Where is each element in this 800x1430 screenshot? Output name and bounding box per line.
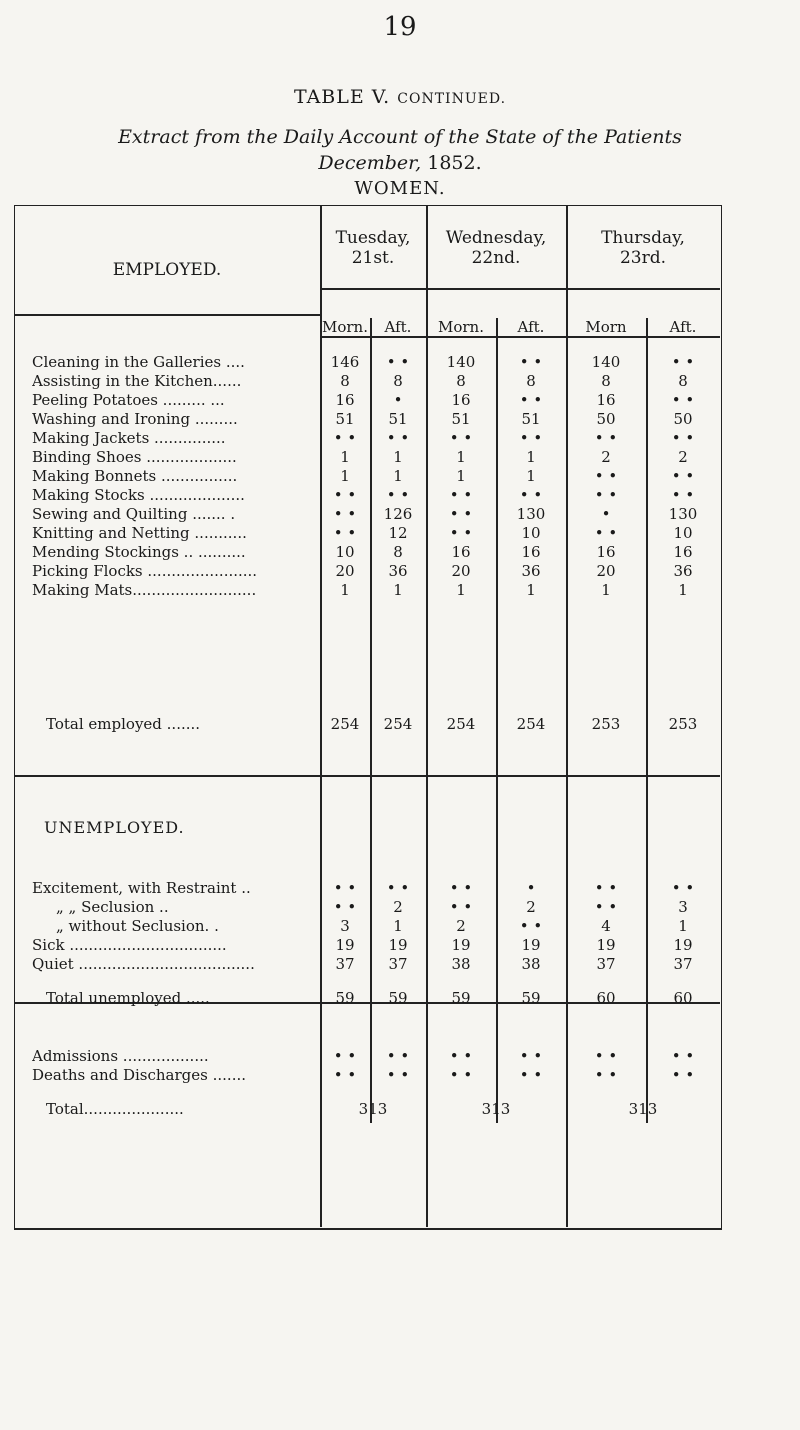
header-rule [320, 288, 720, 290]
total-unemployed-value: 60 [596, 989, 616, 1007]
unemployed-row-value: 19 [673, 936, 693, 954]
unemployed-row-value: 37 [596, 955, 616, 973]
employed-row-value: 51 [521, 410, 541, 428]
movement-row-label: Deaths and Discharges ....... [32, 1067, 246, 1083]
employed-row-label: Cleaning in the Galleries .... [32, 354, 245, 370]
subcol-wed-morn: Morn. [438, 318, 484, 336]
subtitle-line-1: Extract from the Daily Account of the State of the Patients [118, 126, 682, 148]
employed-row-value: • • [449, 486, 473, 504]
unemployed-row-label: „ without Seclusion. . [56, 918, 219, 934]
employed-row-value: 8 [456, 372, 466, 390]
employed-row-value: 16 [596, 391, 616, 409]
total-employed-value: 253 [668, 715, 698, 733]
employed-row-value: 16 [673, 543, 693, 561]
total-employed-value: 254 [446, 715, 476, 733]
unemployed-row-label: Excitement, with Restraint .. [32, 880, 251, 896]
employed-row-value: 20 [451, 562, 471, 580]
col-rule-sub [496, 318, 498, 1123]
employed-row-value: 1 [526, 581, 536, 599]
movement-row-value: • • [333, 1066, 357, 1084]
subcol-tue-morn: Morn. [322, 318, 368, 336]
employed-row-label: Making Mats.......................... [32, 582, 257, 598]
table-title [0, 86, 800, 108]
employed-heading: EMPLOYED. [112, 260, 222, 280]
employed-row-value: 1 [526, 448, 536, 466]
employed-row-label: Making Bonnets ................ [32, 468, 238, 484]
unemployed-row-value: 37 [673, 955, 693, 973]
employed-row-value: • • [671, 353, 695, 371]
unemployed-row-value: • [526, 879, 536, 897]
subtitle-year: 1852. [427, 152, 482, 174]
employed-row-value: 1 [601, 581, 611, 599]
unemployed-row-value: 2 [526, 898, 536, 916]
employed-row-value: 8 [526, 372, 536, 390]
employed-row-value: 51 [388, 410, 408, 428]
unemployed-row-value: 37 [335, 955, 355, 973]
unemployed-row-value: 38 [521, 955, 541, 973]
employed-row-value: 36 [388, 562, 408, 580]
employed-row-value: • • [671, 486, 695, 504]
employed-row-value: 1 [526, 467, 536, 485]
employed-row-value: 8 [340, 372, 350, 390]
employed-row-value: 51 [451, 410, 471, 428]
employed-row-value: 1 [456, 467, 466, 485]
col-rule-sub [646, 318, 648, 1123]
employed-row-value: 20 [335, 562, 355, 580]
employed-row-value: 140 [446, 353, 476, 371]
unemployed-row-value: • • [671, 879, 695, 897]
total-employed-value: 254 [516, 715, 546, 733]
total-unemployed-value: 60 [673, 989, 693, 1007]
movement-row-value: • • [519, 1047, 543, 1065]
section-name: WOMEN. [354, 178, 446, 199]
employed-row-label: Mending Stockings .. .......... [32, 544, 246, 560]
employed-row-value: 2 [678, 448, 688, 466]
employed-row-value: 1 [393, 448, 403, 466]
employed-row-value: 8 [393, 543, 403, 561]
subcol-thu-morn: Morn [585, 318, 627, 336]
unemployed-row-value: 37 [388, 955, 408, 973]
employed-row-value: 10 [335, 543, 355, 561]
employed-row-value: • • [671, 467, 695, 485]
table-title-main: TABLE V. [293, 86, 391, 108]
employed-row-value: • • [671, 391, 695, 409]
employed-row-value: 50 [596, 410, 616, 428]
employed-row-label: Making Stocks .................... [32, 487, 245, 503]
day-name: Wednesday, [445, 228, 547, 248]
day-header-tuesday [320, 228, 426, 268]
col-rule-sub [370, 318, 372, 1123]
movement-row-value: • • [671, 1066, 695, 1084]
employed-row-value: • [393, 391, 403, 409]
employed-row-value: 1 [456, 448, 466, 466]
employed-row-value: 1 [340, 448, 350, 466]
col-rule-label-bottom [320, 1002, 322, 1227]
unemployed-row-label: Sick ................................. [32, 937, 227, 953]
employed-row-value: 20 [596, 562, 616, 580]
employed-row-value: 8 [678, 372, 688, 390]
unemployed-row-value: 3 [340, 917, 350, 935]
unemployed-row-value: • • [594, 898, 618, 916]
total-employed-label: Total employed ....... [46, 716, 201, 732]
day-name: Tuesday, [335, 228, 411, 248]
day-name: Thursday, [601, 228, 685, 248]
employed-row-label: Assisting in the Kitchen...... [32, 373, 242, 389]
employed-row-value: 2 [601, 448, 611, 466]
employed-row-value: • • [333, 429, 357, 447]
employed-row-value: 16 [596, 543, 616, 561]
unemployed-row-value: • • [386, 879, 410, 897]
employed-row-value: 12 [388, 524, 408, 542]
movement-row-value: • • [594, 1047, 618, 1065]
employed-row-label: Sewing and Quilting ....... . [32, 506, 236, 522]
employed-row-value: • • [449, 524, 473, 542]
unemployed-row-value: 4 [601, 917, 611, 935]
subcol-thu-aft: Aft. [669, 318, 697, 336]
total-unemployed-value: 59 [335, 989, 355, 1007]
day-date: 23rd. [619, 248, 667, 268]
total-employed-value: 253 [591, 715, 621, 733]
employed-row-value: • [601, 505, 611, 523]
total-employed-value: 254 [383, 715, 413, 733]
subcol-wed-aft: Aft. [517, 318, 545, 336]
total-unemployed-value: 59 [521, 989, 541, 1007]
employed-row-value: 1 [393, 581, 403, 599]
unemployed-heading: UNEMPLOYED. [44, 818, 185, 837]
unemployed-row-value: 2 [456, 917, 466, 935]
employed-row-value: 16 [451, 391, 471, 409]
subtitle [0, 124, 800, 176]
movement-row-value: • • [594, 1066, 618, 1084]
total-unemployed-label: Total unemployed ..... [46, 990, 210, 1006]
employed-row-label: Picking Flocks ....................... [32, 563, 258, 579]
employed-row-value: • • [594, 429, 618, 447]
employed-row-value: • • [386, 486, 410, 504]
unemployed-row-value: 19 [335, 936, 355, 954]
section-rule-employed [14, 775, 720, 777]
employed-row-value: 126 [383, 505, 413, 523]
employed-row-value: 50 [673, 410, 693, 428]
day-header-wednesday [426, 228, 566, 268]
employed-row-value: 140 [591, 353, 621, 371]
movement-row-value: • • [519, 1066, 543, 1084]
day-date: 22nd. [471, 248, 521, 268]
grand-total-value: 313 [481, 1100, 511, 1118]
movement-row-label: Admissions .................. [32, 1048, 209, 1064]
employed-row-value: • • [594, 486, 618, 504]
employed-row-value: 1 [456, 581, 466, 599]
movement-row-value: • • [386, 1066, 410, 1084]
unemployed-row-value: 19 [521, 936, 541, 954]
employed-row-value: • • [333, 505, 357, 523]
unemployed-row-value: • • [449, 879, 473, 897]
employed-row-value: 51 [335, 410, 355, 428]
unemployed-row-value: • • [519, 917, 543, 935]
employed-row-value: 8 [393, 372, 403, 390]
employed-row-value: 1 [393, 467, 403, 485]
unemployed-row-value: 3 [678, 898, 688, 916]
subtitle-line-2 [0, 150, 800, 176]
grand-total-value: 313 [628, 1100, 658, 1118]
grand-total-value: 313 [358, 1100, 388, 1118]
employed-row-value: • • [671, 429, 695, 447]
employed-row-value: 36 [673, 562, 693, 580]
total-employed-value: 254 [330, 715, 360, 733]
employed-row-value: 130 [516, 505, 546, 523]
employed-row-label: Knitting and Netting ........... [32, 525, 247, 541]
total-unemployed-value: 59 [388, 989, 408, 1007]
movement-row-value: • • [449, 1047, 473, 1065]
employed-row-label: Washing and Ironing ......... [32, 411, 238, 427]
unemployed-row-value: 2 [393, 898, 403, 916]
employed-row-value: 10 [673, 524, 693, 542]
employed-row-label: Peeling Potatoes ......... ... [32, 392, 225, 408]
employed-row-value: 146 [330, 353, 360, 371]
employed-row-value: • • [333, 524, 357, 542]
label-header-rule [14, 314, 320, 316]
employed-row-value: • • [519, 486, 543, 504]
employed-row-value: • • [594, 467, 618, 485]
unemployed-row-value: 38 [451, 955, 471, 973]
employed-row-value: 16 [521, 543, 541, 561]
employed-row-value: • • [333, 486, 357, 504]
col-rule-label-top [320, 205, 322, 775]
total-unemployed-value: 59 [451, 989, 471, 1007]
employed-row-value: 130 [668, 505, 698, 523]
unemployed-row-value: • • [594, 879, 618, 897]
movement-row-value: • • [671, 1047, 695, 1065]
unemployed-row-label: „ „ Seclusion .. [56, 899, 169, 915]
employed-row-label: Binding Shoes ................... [32, 449, 237, 465]
unemployed-row-value: 19 [596, 936, 616, 954]
movement-row-value: • • [386, 1047, 410, 1065]
unemployed-row-value: 1 [678, 917, 688, 935]
employed-row-value: • • [594, 524, 618, 542]
unemployed-row-value: 19 [388, 936, 408, 954]
employed-row-value: • • [519, 353, 543, 371]
unemployed-row-value: 19 [451, 936, 471, 954]
page-number: 19 [383, 12, 417, 42]
unemployed-row-value: • • [333, 879, 357, 897]
subheader-rule [320, 336, 720, 338]
col-rule-label-mid [320, 775, 322, 1002]
employed-row-value: • • [386, 353, 410, 371]
subcol-tue-aft: Aft. [384, 318, 412, 336]
movement-row-value: • • [449, 1066, 473, 1084]
employed-row-value: 1 [340, 467, 350, 485]
unemployed-row-label: Quiet ..................................... [32, 956, 255, 972]
employed-row-value: 1 [340, 581, 350, 599]
employed-row-value: 8 [601, 372, 611, 390]
unemployed-row-value: 1 [393, 917, 403, 935]
day-date: 21st. [351, 248, 395, 268]
employed-row-value: • • [449, 429, 473, 447]
employed-row-value: • • [449, 505, 473, 523]
employed-row-value: 1 [678, 581, 688, 599]
col-rule-day [566, 205, 568, 1227]
grand-total-label: Total..................... [46, 1101, 184, 1117]
employed-row-value: • • [519, 391, 543, 409]
subtitle-month: December, [318, 152, 422, 174]
employed-row-value: 16 [335, 391, 355, 409]
employed-row-value: 10 [521, 524, 541, 542]
employed-row-value: • • [519, 429, 543, 447]
unemployed-row-value: • • [333, 898, 357, 916]
employed-row-label: Making Jackets ............... [32, 430, 226, 446]
table-title-suffix: CONTINUED. [397, 91, 507, 107]
unemployed-row-value: • • [449, 898, 473, 916]
movement-row-value: • • [333, 1047, 357, 1065]
day-header-thursday [566, 228, 720, 268]
employed-row-value: • • [386, 429, 410, 447]
employed-row-value: 36 [521, 562, 541, 580]
col-rule-day [426, 205, 428, 1227]
employed-row-value: 16 [451, 543, 471, 561]
